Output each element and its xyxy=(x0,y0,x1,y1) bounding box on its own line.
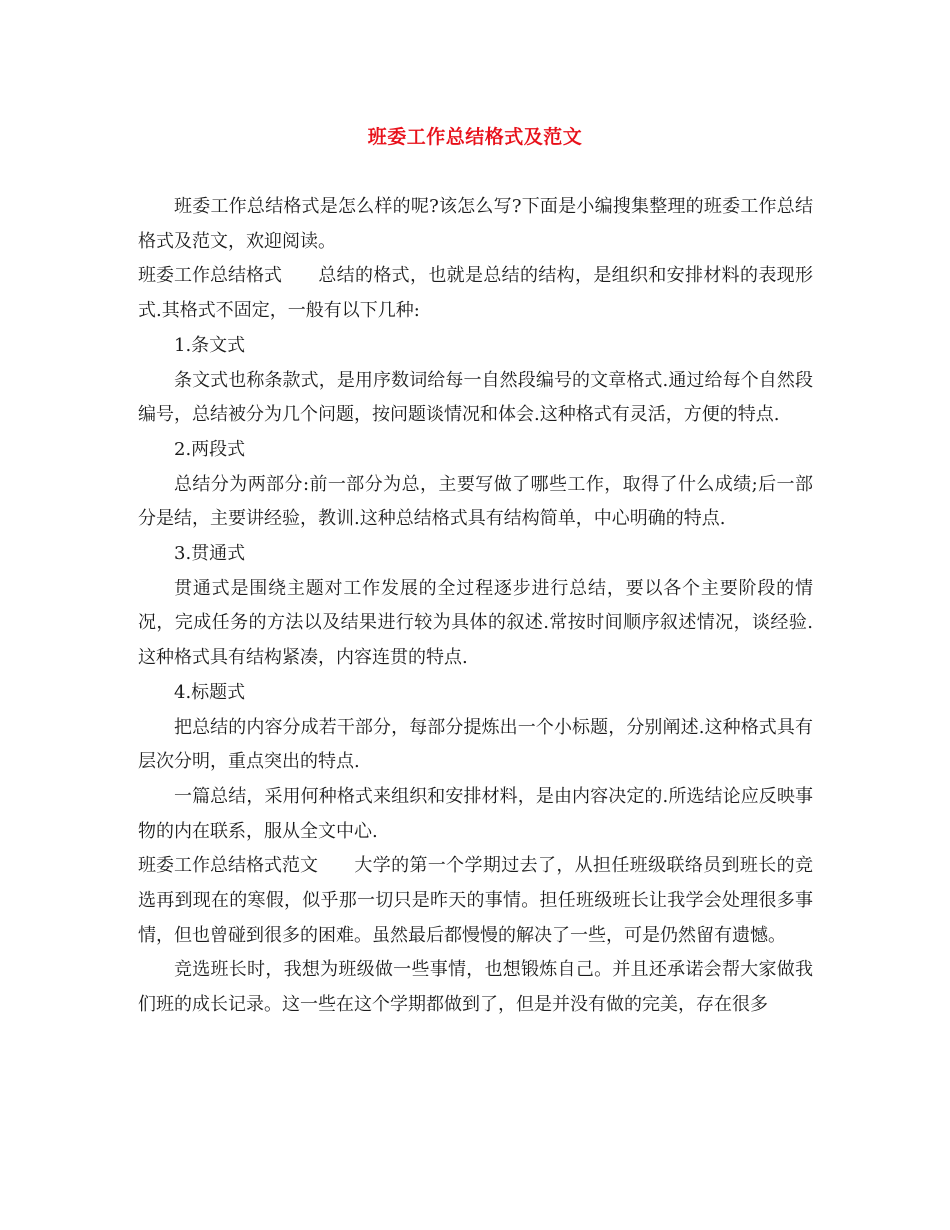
item2-heading: 2.两段式 xyxy=(174,438,246,460)
section-example-text: 大学的第一个学期过去了，从担任班级联络员到班长的竞选再到现在的寒假，似乎那一切只是昨天的事情。担任班级班长让我学会处理很多事情，但也曾碰到很多的困难。虽然最后都慢慢的解决了一些，可是仍然留有遗憾。 xyxy=(138,855,813,946)
document-title: 班委工作总结格式及范文 xyxy=(367,126,583,148)
section-example-label: 班委工作总结格式范文 xyxy=(138,855,318,877)
last-paragraph: 竞选班长时，我想为班级做一些事情，也想锻炼自己。并且还承诺会帮大家做我们班的成长记录。这一些在这个学期都做到了，但是并没有做的完美，存在很多 xyxy=(138,959,813,1016)
section-format-text: 总结的格式，也就是总结的结构，是组织和安排材料的表现形式.其格式不固定，一般有以下几种: xyxy=(138,265,813,322)
item2-text: 总结分为两部分:前一部分为总，主要写做了哪些工作，取得了什么成绩;后一部分是结，主要讲经验，教训.这种总结格式具有结构简单，中心明确的特点. xyxy=(138,473,813,530)
item1-text: 条文式也称条款式，是用序数词给每一自然段编号的文章格式.通过给每个自然段编号，总结被分为几个问题，按问题谈情况和体会.这种格式有灵活，方便的特点. xyxy=(138,369,813,426)
item1-heading: 1.条文式 xyxy=(174,334,246,356)
document-body xyxy=(138,190,813,1023)
item4-text: 把总结的内容分成若干部分，每部分提炼出一个小标题，分别阐述.这种格式具有层次分明，重点突出的特点. xyxy=(138,716,813,773)
intro-paragraph: 班委工作总结格式是怎么样的呢?该怎么写?下面是小编搜集整理的班委工作总结格式及范文，欢迎阅读。 xyxy=(138,196,813,252)
section-format-paragraph xyxy=(138,259,813,328)
item3-heading: 3.贯通式 xyxy=(174,543,246,565)
section-format-label: 班委工作总结格式 xyxy=(138,265,282,287)
summary-paragraph: 一篇总结，采用何种格式来组织和安排材料，是由内容决定的.所选结论应反映事物的内在联系，服从全文中心. xyxy=(138,785,813,842)
item4-heading: 4.标题式 xyxy=(174,681,246,703)
section-example-paragraph xyxy=(138,849,813,953)
item3-text: 贯通式是围绕主题对工作发展的全过程逐步进行总结，要以各个主要阶段的情况，完成任务的方法以及结果进行较为具体的叙述.常按时间顺序叙述情况，谈经验.这种格式具有结构紧凑，内容连贯的特点. xyxy=(138,577,813,669)
